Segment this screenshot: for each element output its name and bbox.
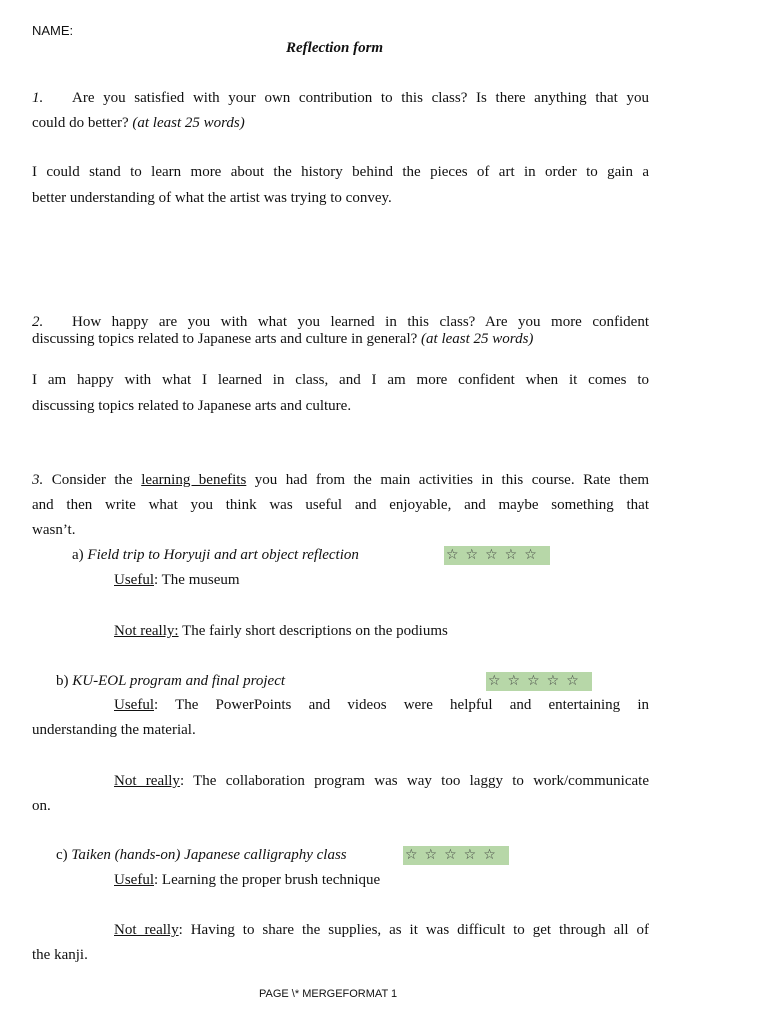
question-2 bbox=[32, 314, 43, 331]
question-3-line-1 bbox=[32, 472, 649, 489]
activity-a-useful bbox=[114, 572, 240, 589]
useful-label: Useful bbox=[114, 872, 154, 888]
activity-c-useful bbox=[114, 872, 380, 889]
useful-label: Useful bbox=[114, 572, 154, 588]
question-2-line-2-text: discussing topics related to Japanese arts and culture in general? bbox=[32, 331, 418, 347]
activity-b-title: KU-EOL program and final project bbox=[72, 673, 286, 689]
activity-b-useful-line-2: understanding the material. bbox=[32, 722, 196, 738]
activity-b-heading bbox=[56, 673, 285, 690]
activity-a-label: a) bbox=[72, 547, 84, 563]
activity-a-title: Field trip to Horyuji and art object reflection bbox=[87, 547, 359, 563]
activity-b-star-rating[interactable]: ☆☆☆☆☆ bbox=[486, 672, 592, 691]
activity-c-heading bbox=[56, 847, 347, 864]
page-title: Reflection form bbox=[286, 40, 384, 56]
answer-2-line-1: I am happy with what I learned in class, and I am more confident when it comes to bbox=[32, 372, 649, 388]
page-number-field: PAGE \* MERGEFORMAT 1 bbox=[259, 988, 398, 1000]
activity-c-title: Taiken (hands-on) Japanese calligraphy class bbox=[71, 847, 347, 863]
not-really-text: The fairly short descriptions on the podiums bbox=[182, 623, 448, 639]
not-really-label: Not really bbox=[114, 922, 179, 938]
question-2-line-2 bbox=[32, 331, 533, 348]
question-2-hint: (at least 25 words) bbox=[421, 331, 534, 347]
activity-b-label: b) bbox=[56, 673, 69, 689]
activity-b-not-really-line-1 bbox=[114, 773, 649, 790]
question-2-number: 2. bbox=[32, 314, 44, 330]
activity-a-star-rating[interactable]: ☆☆☆☆☆ bbox=[444, 546, 550, 565]
learning-benefits-term: learning benefits bbox=[141, 472, 247, 488]
question-3-number: 3. bbox=[32, 472, 44, 488]
not-really-label: Not really bbox=[114, 773, 180, 789]
not-really-text: : Having to share the supplies, as it was difficult to get through all of bbox=[178, 922, 649, 938]
question-3-line-3: wasn’t. bbox=[32, 522, 76, 538]
name-label: NAME: bbox=[32, 23, 74, 38]
useful-label: Useful bbox=[114, 697, 154, 713]
answer-2-line-2: discussing topics related to Japanese arts and culture. bbox=[32, 398, 352, 414]
question-1-line-1: Are you satisfied with your own contribution to this class? Is there anything that you bbox=[72, 90, 649, 106]
useful-text: : The PowerPoints and videos were helpful and entertaining in bbox=[154, 697, 649, 713]
question-3-line-2: and then write what you think was useful and enjoyable, and maybe something that bbox=[32, 497, 649, 513]
not-really-label: Not really: bbox=[114, 623, 179, 639]
question-1 bbox=[32, 90, 43, 107]
activity-b-not-really-line-2: on. bbox=[32, 798, 51, 814]
activity-c-star-rating[interactable]: ☆☆☆☆☆ bbox=[403, 846, 509, 865]
question-1-number: 1. bbox=[32, 90, 44, 106]
question-3-pre: Consider the bbox=[51, 472, 133, 488]
answer-1-line-1: I could stand to learn more about the history behind the pieces of art in order to gain a bbox=[32, 164, 649, 180]
activity-c-not-really-line-1 bbox=[114, 922, 649, 939]
useful-text: : Learning the proper brush technique bbox=[154, 872, 381, 888]
useful-text: : The museum bbox=[154, 572, 240, 588]
question-2-line-1: How happy are you with what you learned in this class? Are you more confident bbox=[72, 314, 649, 330]
question-3-post: you had from the main activities in this course. Rate them bbox=[254, 472, 650, 488]
question-1-hint: (at least 25 words) bbox=[132, 115, 245, 131]
activity-a-heading bbox=[72, 547, 359, 564]
activity-b-useful-line-1 bbox=[114, 697, 649, 714]
question-1-line-2-text: could do better? bbox=[32, 115, 129, 131]
activity-c-not-really-line-2: the kanji. bbox=[32, 947, 88, 963]
not-really-text: : The collaboration program was way too laggy to work/communicate bbox=[179, 773, 649, 789]
activity-a-not-really bbox=[114, 623, 448, 640]
activity-c-label: c) bbox=[56, 847, 68, 863]
question-1-line-2 bbox=[32, 115, 245, 132]
answer-1-line-2: better understanding of what the artist was trying to convey. bbox=[32, 190, 392, 206]
